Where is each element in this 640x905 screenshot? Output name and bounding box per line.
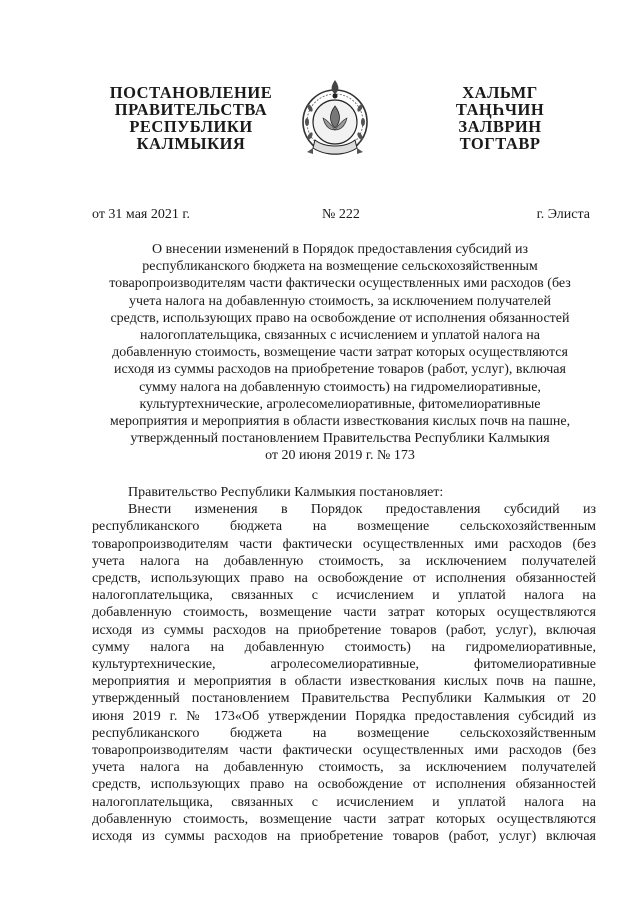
title-line: налогоплательщика, связанных с исчислением и уплатой налога на	[140, 328, 540, 344]
header-left-line: ПРАВИТЕЛЬСТВА	[114, 100, 268, 119]
document-number: № 222	[322, 207, 360, 222]
header-right-line: ТОГТАВР	[459, 134, 541, 153]
body-line: Внести изменения в Порядок предоставления субсидий из	[128, 502, 596, 518]
body-line: учета налога на добавленную стоимость, за исключением получателей	[92, 553, 596, 569]
header-left-line: ПОСТАНОВЛЕНИЕ	[109, 83, 273, 102]
document-title	[84, 241, 596, 465]
body-line: утвержденный постановлением Правительства Республики Калмыкия от 20	[92, 691, 596, 707]
header-russian-title	[96, 84, 286, 152]
body-line: июня 2019 г. № 173«Об утверждении Порядка предоставления субсидий из	[92, 708, 596, 724]
title-line: О внесении изменений в Порядок предоставления субсидий из	[151, 242, 529, 257]
body-line: товаропроизводителям части фактически осуществленных ими расходов (без	[92, 743, 596, 759]
document-header	[0, 78, 640, 178]
title-line: товаропроизводителям части фактически осуществленных ими расходов (без	[109, 276, 571, 292]
header-right-line: ХАЛЬМГ	[462, 83, 538, 102]
title-line: средств, использующих право на освобождение от исполнения обязанностей	[110, 310, 570, 326]
header-left-line: КАЛМЫКИЯ	[136, 134, 246, 153]
body-line: учета налога на добавленную стоимость, за исключением получателей	[92, 760, 596, 776]
body-line: сумму налога на добавленную стоимость) на гидромелиоративные,	[92, 639, 596, 655]
body-lead-paragraph: Правительство Республики Калмыкия постановляет:	[128, 485, 444, 500]
title-line: учета налога на добавленную стоимость, за исключением получателей	[128, 293, 552, 309]
header-right-line: ЗАЛВРИН	[458, 117, 542, 136]
title-line: добавленную стоимость, возмещение части затрат которых осуществляются	[112, 345, 568, 361]
body-line: культуртехнические, агролесомелиоративные, фитомелиоративные	[92, 657, 596, 673]
body-line: исходя из суммы расходов на приобретение товаров (работ, услуг) включая	[92, 829, 596, 845]
title-line: республиканского бюджета на возмещение сельскохозяйственным	[142, 259, 538, 275]
body-line: республиканского бюджета на возмещение сельскохозяйственным	[92, 519, 596, 535]
body-line: средств, использующих право на освобождение от исполнения обязанностей	[92, 777, 596, 793]
kalmykia-coat-of-arms-icon	[299, 78, 371, 162]
body-line: добавленную стоимость, возмещение части затрат которых осуществляются	[92, 811, 596, 827]
title-line: культуртехнические, агролесомелиоративные, фитомелиоративные	[139, 396, 541, 412]
title-line: от 20 июня 2019 г. № 173	[265, 448, 415, 464]
title-line: утвержденный постановлением Правительства Республики Калмыкия	[130, 431, 550, 447]
body-line: товаропроизводителям части фактически осуществленных ими расходов (без	[92, 536, 596, 552]
document-date: от 31 мая 2021 г.	[92, 207, 191, 222]
document-meta-row	[92, 207, 590, 227]
body-line: налогоплательщика, связанных с исчислением и уплатой налога на	[92, 794, 596, 810]
title-line: сумму налога на добавленную стоимость) на гидромелиоративные,	[139, 379, 541, 395]
body-line: исходя из суммы расходов на приобретение товаров (работ, услуг), включая	[92, 622, 596, 638]
header-left-line: РЕСПУБЛИКИ	[129, 117, 253, 136]
body-line: средств, использующих право на освобождение от исполнения обязанностей	[92, 571, 596, 587]
title-line: исходя из суммы расходов на приобретение товаров (работ, услуг), включая	[114, 362, 566, 378]
document-city: г. Элиста	[536, 207, 590, 222]
body-line: добавленную стоимость, возмещение части затрат которых осуществляются	[92, 605, 596, 621]
body-line: налогоплательщика, связанных с исчислением и уплатой налога на	[92, 588, 596, 604]
title-line: мероприятия и мероприятия в области известкования кислых почв на пашне,	[109, 414, 571, 430]
body-line: республиканского бюджета на возмещение сельскохозяйственным	[92, 725, 596, 741]
body-line: мероприятия и мероприятия в области известкования кислых почв на пашне,	[92, 674, 596, 690]
header-kalmyk-title	[440, 84, 560, 152]
document-body	[92, 484, 596, 845]
header-right-line: ТАҢҺЧИН	[455, 100, 545, 119]
